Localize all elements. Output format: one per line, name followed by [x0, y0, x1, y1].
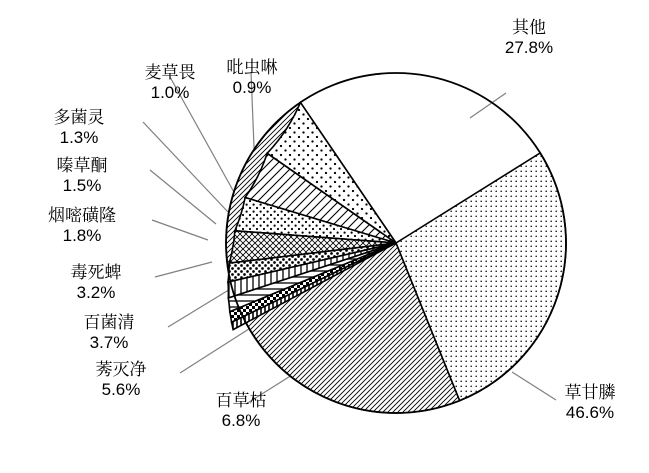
- slice-label-qincaotong-value: 1.5%: [62, 175, 102, 195]
- slice-label-caoganlin-name: 草甘膦: [564, 383, 616, 402]
- slice-label-qita-name: 其他: [512, 18, 546, 37]
- slice-label-caoganlin: [535, 383, 645, 422]
- slice-label-baicaoku-value: 6.8%: [221, 410, 261, 430]
- slice-label-youmiejing-name: 莠灭净: [95, 360, 147, 379]
- slice-label-baijunqing: [51, 313, 167, 352]
- leader-line-qincaotong: [150, 170, 216, 224]
- slice-label-dusipi-name: 毒死蜱: [70, 263, 122, 282]
- slice-label-duojunling-name: 多菌灵: [53, 108, 105, 127]
- slice-label-dusipi-value: 3.2%: [76, 282, 116, 302]
- slice-label-baicaoku-name: 百草枯: [215, 391, 267, 410]
- slice-label-duojunling: [16, 108, 142, 147]
- slice-label-youmiejing: [63, 360, 179, 399]
- pie-slices: [226, 73, 566, 413]
- slice-label-maicaowei-value: 1.0%: [150, 82, 190, 102]
- slice-label-baijunqing-name: 百菌清: [83, 313, 135, 332]
- slice-label-bichonglin-value: 0.9%: [232, 77, 272, 97]
- slice-label-caoganlin-value: 46.6%: [565, 402, 615, 422]
- slice-label-yanmihuanglong-value: 1.8%: [62, 225, 102, 245]
- slice-label-dusipi: [38, 263, 154, 302]
- slice-label-bichonglin-name: 吡虫啉: [226, 58, 278, 77]
- slice-label-yanmihuanglong: [13, 206, 151, 245]
- slice-label-qincaotong: [14, 156, 150, 195]
- slice-label-youmiejing-value: 5.6%: [101, 379, 141, 399]
- leader-line-yanmihuanglong: [152, 220, 208, 240]
- slice-label-bichonglin: [196, 58, 308, 97]
- leader-line-dusipi: [155, 262, 212, 277]
- slice-label-baicaoku: [186, 391, 296, 430]
- slice-label-yanmihuanglong-name: 烟嘧磺隆: [48, 206, 116, 225]
- slice-label-qincaotong-name: 嗪草酮: [56, 156, 108, 175]
- slice-label-maicaowei-name: 麦草畏: [144, 63, 196, 82]
- slice-label-baijunqing-value: 3.7%: [89, 332, 129, 352]
- slice-label-qita-value: 27.8%: [504, 37, 554, 57]
- leader-line-baijunqing: [168, 288, 232, 327]
- leader-line-qita: [470, 93, 506, 118]
- leader-line-youmiejing: [180, 327, 252, 373]
- slice-label-duojunling-value: 1.3%: [59, 127, 99, 147]
- slice-label-qita: [474, 18, 584, 57]
